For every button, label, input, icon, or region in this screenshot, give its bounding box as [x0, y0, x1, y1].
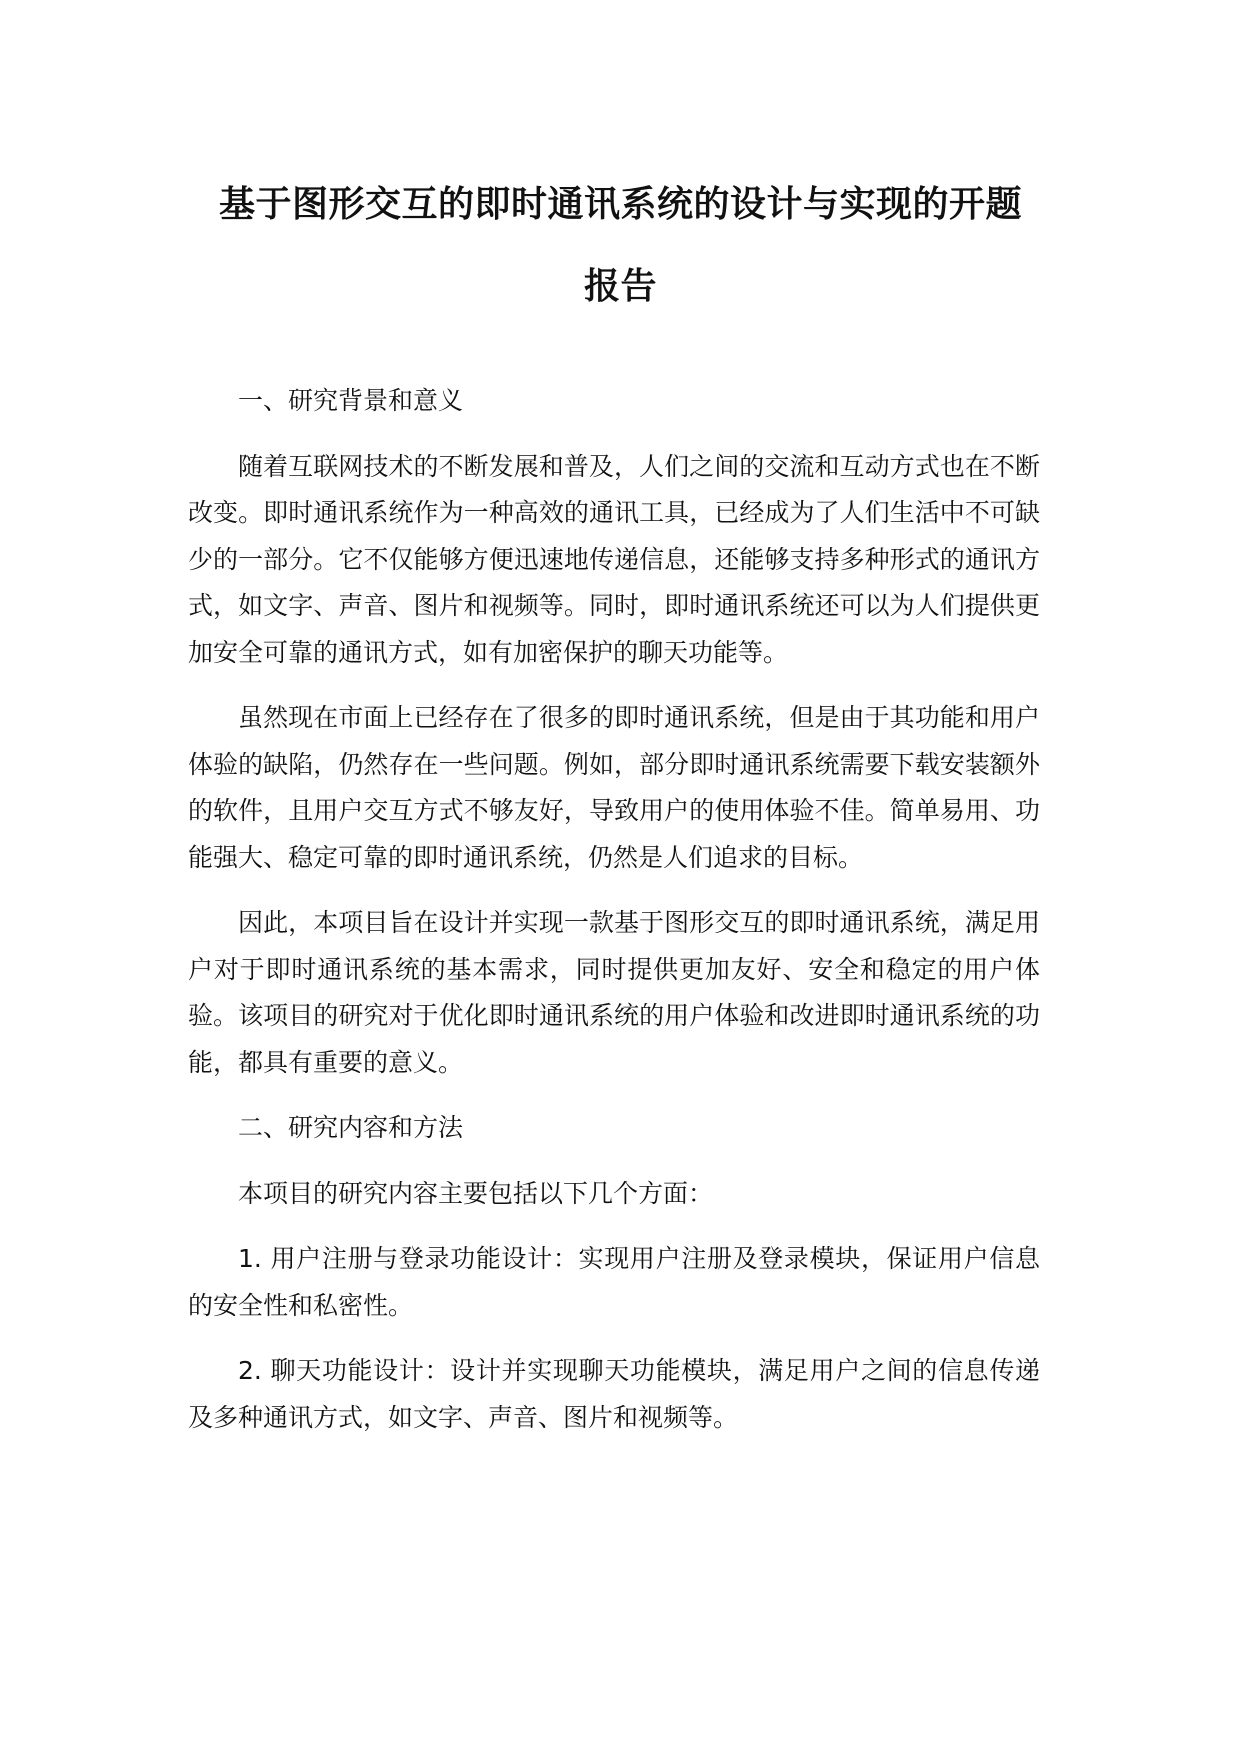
paragraph-background-3: 因此，本项目旨在设计并实现一款基于图形交互的即时通讯系统，满足用户对于即时通讯系统的基本需求，同时提供更加友好、安全和稳定的用户体验。该项目的研究对于优化即时通讯系统的用户体验和改进即时通讯系统的功能，都具有重要的意义。 [188, 908, 1040, 1077]
section-heading-background: 一、研究背景和意义 [238, 386, 464, 415]
document-title-line-2: 报告 [583, 266, 657, 307]
list-item-chat-function: 2. 聊天功能设计：设计并实现聊天功能模块，满足用户之间的信息传递及多种通讯方式，如文字、声音、图片和视频等。 [188, 1356, 1040, 1432]
paragraph-background-1: 随着互联网技术的不断发展和普及，人们之间的交流和互动方式也在不断改变。即时通讯系统作为一种高效的通讯工具，已经成为了人们生活中不可缺少的一部分。它不仅能够方便迅速地传递信息，还能够支持多种形式的通讯方式，如文字、声音、图片和视频等。同时，即时通讯系统还可以为人们提供更加安全可靠的通讯方式，如有加密保护的聊天功能等。 [188, 451, 1040, 667]
document-title-line-1: 基于图形交互的即时通讯系统的设计与实现的开题 [218, 184, 1022, 225]
paragraph-background-2: 虽然现在市面上已经存在了很多的即时通讯系统，但是由于其功能和用户体验的缺陷，仍然存在一些问题。例如，部分即时通讯系统需要下载安装额外的软件，且用户交互方式不够友好，导致用户的使用体验不佳。简单易用、功能强大、稳定可靠的即时通讯系统，仍然是人们追求的目标。 [188, 703, 1040, 872]
paragraph-content-intro: 本项目的研究内容主要包括以下几个方面： [238, 1178, 714, 1208]
document-body [188, 378, 1040, 1460]
section-heading-content-methods: 二、研究内容和方法 [238, 1113, 464, 1142]
list-item-registration-login: 1. 用户注册与登录功能设计：实现用户注册及登录模块，保证用户信息的安全性和私密性。 [188, 1244, 1040, 1320]
